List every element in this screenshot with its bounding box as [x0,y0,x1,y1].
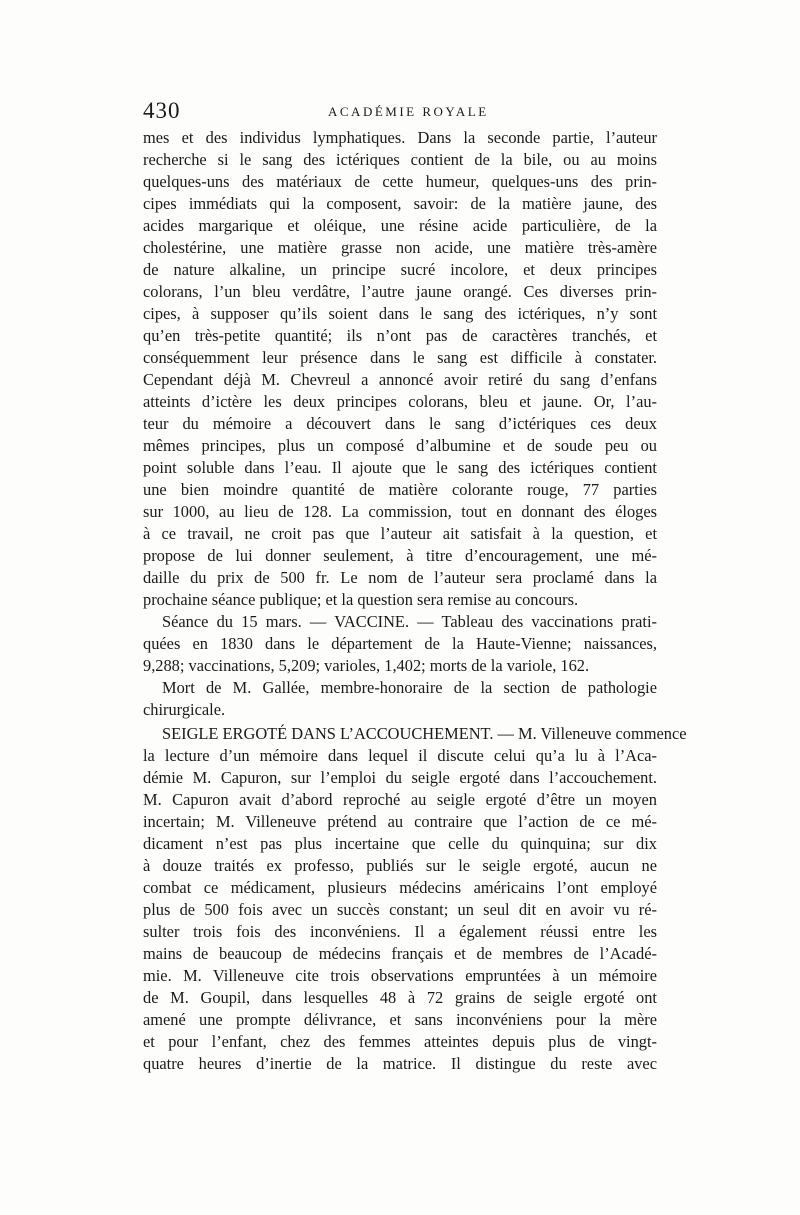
text-line: colorans, l’un bleu verdâtre, l’autre jaune orangé. Ces diverses prin- [143,282,657,301]
text-line: point soluble dans l’eau. Il ajoute que le sang des ictériques contient [143,458,657,477]
text-line: amené une prompte délivrance, et sans inconvéniens pour la mère [143,1010,657,1029]
text-line: la lecture d’un mémoire dans lequel il discute celui qu’a lu à l’Aca- [143,746,657,765]
text-line: recherche si le sang des ictériques contient de la bile, ou au moins [143,150,657,169]
text-line: dicament n’est pas plus incertaine que celle du quinquina; sur dix [143,834,657,853]
text-line: qu’en très-petite quantité; ils n’ont pas de caractères tranchés, et [143,326,657,345]
page-number: 430 [143,98,181,123]
text-line: cholestérine, une matière grasse non acide, une matière très-amère [143,238,657,257]
text-line: cipes, à supposer qu’ils soient dans le sang des ictériques, n’y sont [143,304,657,323]
text-line: combat ce médicament, plusieurs médecins américains l’ont employé [143,878,657,897]
vaccine-heading-line: Séance du 15 mars. — VACCINE. — Tableau des vaccinations prati- [162,612,657,631]
text-line: sulter trois fois des inconvéniens. Il a également réussi entre les [143,922,657,941]
body-text [143,127,687,1075]
text-line: cipes immédiats qui la composent, savoir: de la matière jaune, des [143,194,657,213]
text-line: mains de beaucoup de médecins français et de membres de l’Acadé- [143,944,657,963]
text-line: mêmes principes, plus un composé d’albumine et de soude peu ou [143,436,657,455]
text-line: M. Capuron avait d’abord reproché au seigle ergoté d’être un moyen [143,790,657,809]
text-line: incertain; M. Villeneuve prétend au contraire que l’action de ce mé- [143,812,657,831]
text-line: prochaine séance publique; et la question sera remise au concours. [143,590,579,609]
section-heading-line: SEIGLE ERGOTÉ DANS L’ACCOUCHEMENT. — M. Villeneuve commence [162,724,687,743]
text-line: de nature alkaline, un principe sucré incolore, et deux principes [143,260,657,279]
text-line: démie M. Capuron, sur l’emploi du seigle ergoté dans l’accouchement. [143,768,657,787]
text-line: sur 1000, au lieu de 128. La commission, tout en donnant des éloges [143,502,657,521]
running-head: ACADÉMIE ROYALE [328,104,489,119]
text-line: 9,288; vaccinations, 5,209; varioles, 1,402; morts de la variole, 162. [143,656,590,675]
text-line: plus de 500 fois avec un succès constant; un seul dit en avoir vu ré- [143,900,657,919]
text-line: de M. Goupil, dans lesquelles 48 à 72 grains de seigle ergoté ont [143,988,657,1007]
text-line: mes et des individus lymphatiques. Dans la seconde partie, l’auteur [143,128,657,147]
text-line: quelques-uns des matériaux de cette humeur, quelques-uns des prin- [143,172,657,191]
text-line: chirurgicale. [143,700,226,719]
text-line: une bien moindre quantité de matière colorante rouge, 77 parties [143,480,657,499]
text-line: mie. M. Villeneuve cite trois observations empruntées à un mémoire [143,966,657,985]
text-line: à douze traités ex professo, publiés sur le seigle ergoté, aucun ne [143,856,657,875]
text-line: daille du prix de 500 fr. Le nom de l’auteur sera proclamé dans la [143,568,657,587]
text-line: propose de lui donner seulement, à titre d’encouragement, une mé- [143,546,657,565]
text-line: et pour l’enfant, chez des femmes atteintes depuis plus de vingt- [143,1032,657,1051]
page-header [143,98,663,128]
text-line: teur du mémoire a découvert dans le sang d’ictériques ces deux [143,414,657,433]
text-line: atteints d’ictère les deux principes colorans, bleu et jaune. Or, l’au- [143,392,657,411]
text-line: quatre heures d’inertie de la matrice. Il distingue du reste avec [143,1054,657,1073]
text-line: à ce travail, ne croit pas que l’auteur ait satisfait à la question, et [143,524,657,543]
text-line: quées en 1830 dans le département de la Haute-Vienne; naissances, [143,634,657,653]
text-line: acides margarique et oléique, une résine acide particulière, de la [143,216,657,235]
text-line: Cependant déjà M. Chevreul a annoncé avoir retiré du sang d’enfans [143,370,657,389]
text-line: conséquemment leur présence dans le sang est difficile à constater. [143,348,657,367]
text-line: Mort de M. Gallée, membre-honoraire de la section de pathologie [162,678,657,697]
